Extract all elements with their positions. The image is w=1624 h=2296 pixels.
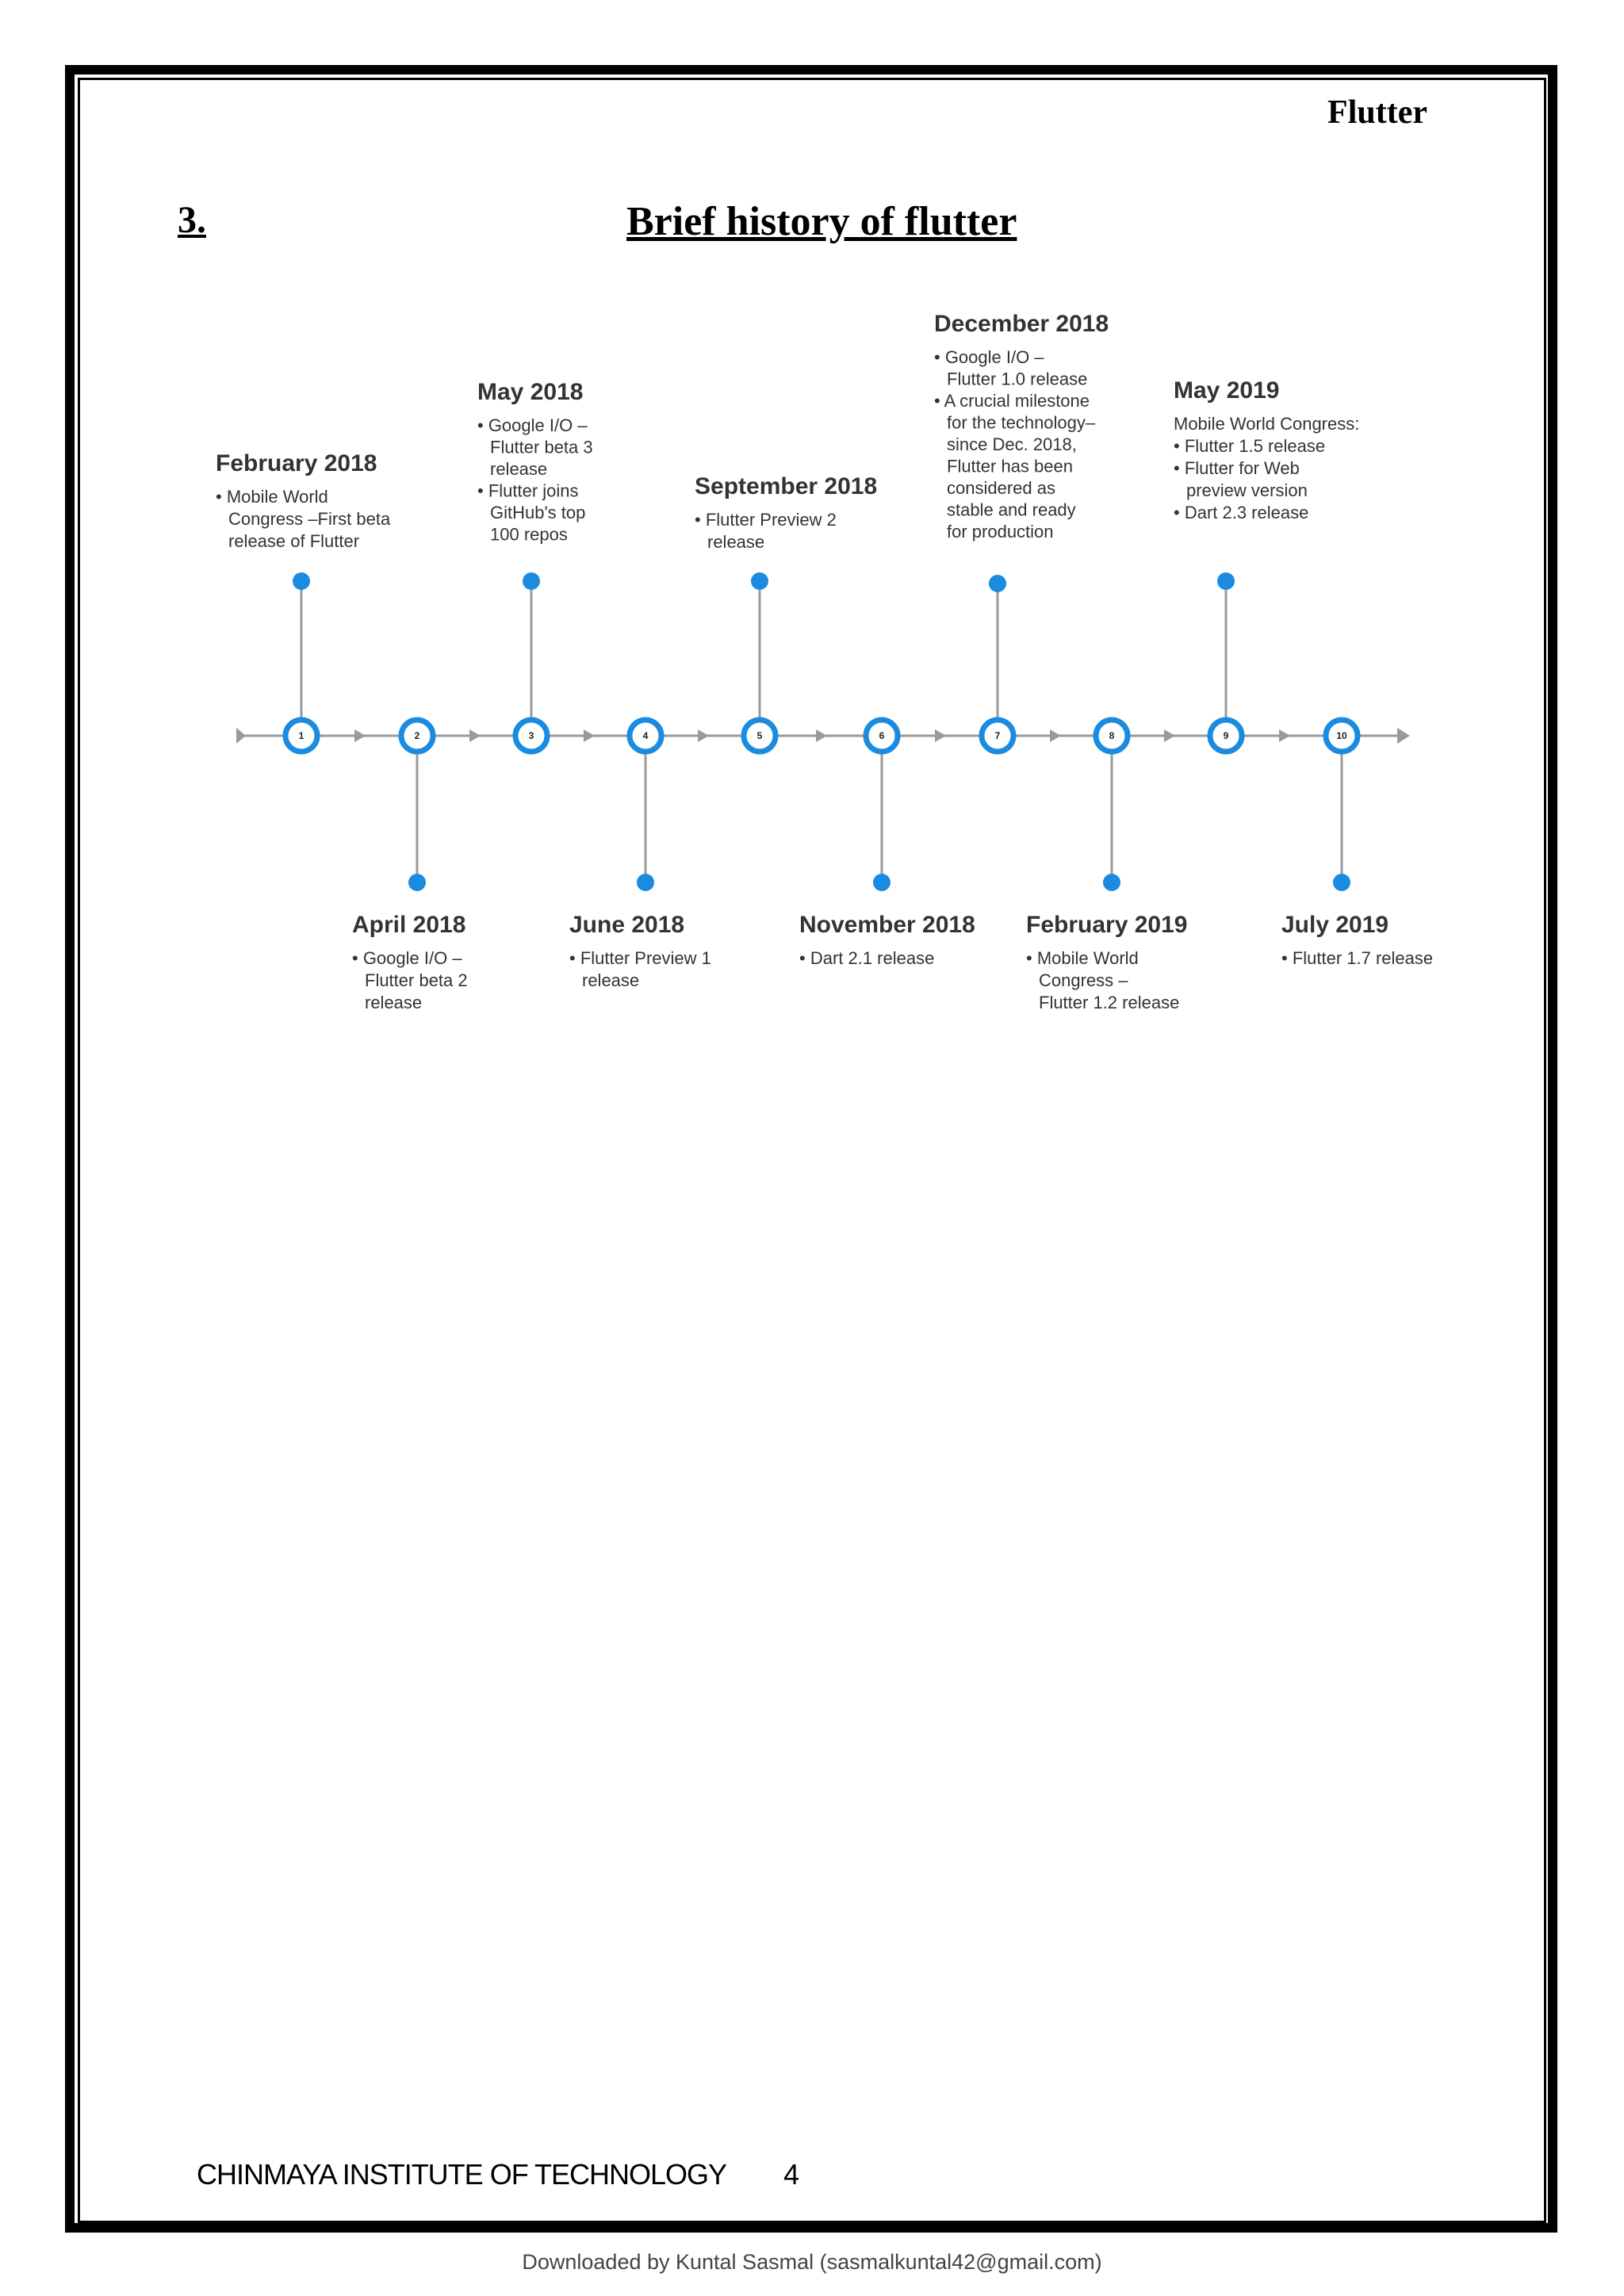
timeline-event-title: November 2018 <box>799 912 975 938</box>
timeline-event-text: • Flutter Preview 1 <box>569 948 711 968</box>
timeline-event-title: April 2018 <box>352 912 466 938</box>
timeline-event-text: 100 repos <box>490 524 568 545</box>
timeline-event-text: • Mobile World <box>1026 948 1139 968</box>
timeline-node-number: 1 <box>298 730 304 741</box>
timeline-dot <box>873 874 891 891</box>
timeline-event-title: February 2019 <box>1026 912 1188 938</box>
timeline-event-text: Congress – <box>1039 970 1128 990</box>
timeline-event-title: June 2018 <box>569 912 685 938</box>
timeline-event-text: Flutter has been <box>947 456 1073 476</box>
timeline-event-text: • A crucial milestone <box>934 391 1090 411</box>
timeline-arrow <box>1050 729 1061 742</box>
timeline-event-title: May 2019 <box>1174 377 1280 404</box>
timeline-arrow <box>354 729 366 742</box>
timeline-arrow <box>698 729 709 742</box>
timeline-dot <box>293 572 310 590</box>
timeline-node-number: 8 <box>1109 730 1115 741</box>
timeline-event-text: Flutter beta 3 <box>490 437 593 457</box>
timeline-node-number: 2 <box>414 730 420 741</box>
timeline-node-number: 3 <box>528 730 534 741</box>
timeline-event-text: • Flutter 1.7 release <box>1281 948 1434 968</box>
timeline-node-number: 5 <box>756 730 763 741</box>
timeline-event-text: for production <box>947 522 1054 541</box>
timeline-dot <box>751 572 768 590</box>
timeline-event-title: February 2018 <box>216 450 377 476</box>
timeline-event-text: Flutter 1.2 release <box>1039 993 1180 1012</box>
timeline-arrow <box>584 729 595 742</box>
timeline-node-number: 9 <box>1223 730 1229 741</box>
timeline-dot <box>637 874 654 891</box>
timeline-event-text: • Google I/O – <box>477 415 588 435</box>
timeline-event-text: Mobile World Congress: <box>1174 414 1360 434</box>
timeline-event-text: • Google I/O – <box>934 347 1044 367</box>
timeline-event-text: release <box>707 532 765 552</box>
timeline-event-text: GitHub's top <box>490 503 586 522</box>
timeline-dot <box>523 572 540 590</box>
timeline-arrow <box>935 729 946 742</box>
footer-institute: CHINMAYA INSTITUTE OF TECHNOLOGY <box>197 2158 727 2191</box>
timeline-event-title: September 2018 <box>695 473 878 499</box>
timeline-event-text: Congress –First beta <box>228 509 391 529</box>
timeline-event-text: • Flutter 1.5 release <box>1174 436 1326 456</box>
timeline-dot <box>1103 874 1120 891</box>
timeline-event-text: • Dart 2.3 release <box>1174 503 1309 522</box>
timeline-event-title: July 2019 <box>1281 912 1389 938</box>
header-title: Flutter <box>1327 94 1427 131</box>
timeline-node-number: 10 <box>1336 730 1347 741</box>
timeline-event-text: preview version <box>1186 480 1308 500</box>
timeline-event-text: since Dec. 2018, <box>947 434 1077 454</box>
timeline-event-text: release <box>490 459 548 479</box>
timeline-start-arrow <box>236 728 246 744</box>
timeline-event-text: • Flutter for Web <box>1174 458 1300 478</box>
timeline-event-text: • Dart 2.1 release <box>799 948 935 968</box>
timeline-dot <box>408 874 426 891</box>
timeline-event-text: release of Flutter <box>228 531 360 551</box>
timeline-arrow <box>469 729 481 742</box>
timeline-event-text: considered as <box>947 478 1055 498</box>
timeline-event-title: December 2018 <box>934 311 1109 337</box>
timeline-dot <box>1217 572 1235 590</box>
timeline-arrow <box>1279 729 1290 742</box>
flutter-history-timeline <box>0 0 1624 1110</box>
timeline-arrow <box>816 729 827 742</box>
timeline-dot <box>1333 874 1350 891</box>
footer-page-number: 4 <box>783 2158 800 2191</box>
timeline-event-text: Flutter 1.0 release <box>947 369 1088 389</box>
timeline-node-number: 4 <box>642 730 649 741</box>
section-number: 3. <box>178 199 206 241</box>
timeline-event-text: • Flutter Preview 2 <box>695 510 837 530</box>
download-note: Downloaded by Kuntal Sasmal (sasmalkuntal42@gmail.com) <box>522 2250 1102 2274</box>
timeline-event-text: release <box>365 993 423 1012</box>
timeline-event-text: for the technology– <box>947 412 1096 433</box>
timeline-node-number: 7 <box>994 730 1001 741</box>
timeline-dot <box>989 575 1006 592</box>
timeline-event-text: • Mobile World <box>216 487 328 507</box>
section-heading: Brief history of flutter <box>626 199 1017 244</box>
timeline-event-title: May 2018 <box>477 379 584 405</box>
timeline-event-text: release <box>582 970 640 990</box>
timeline-event-text: • Google I/O – <box>352 948 462 968</box>
timeline-arrow <box>1164 729 1175 742</box>
timeline-event-text: • Flutter joins <box>477 480 579 501</box>
timeline-event-text: Flutter beta 2 <box>365 970 468 990</box>
timeline-event-text: stable and ready <box>947 499 1076 520</box>
timeline-end-arrow <box>1397 728 1410 744</box>
timeline-node-number: 6 <box>879 730 885 741</box>
